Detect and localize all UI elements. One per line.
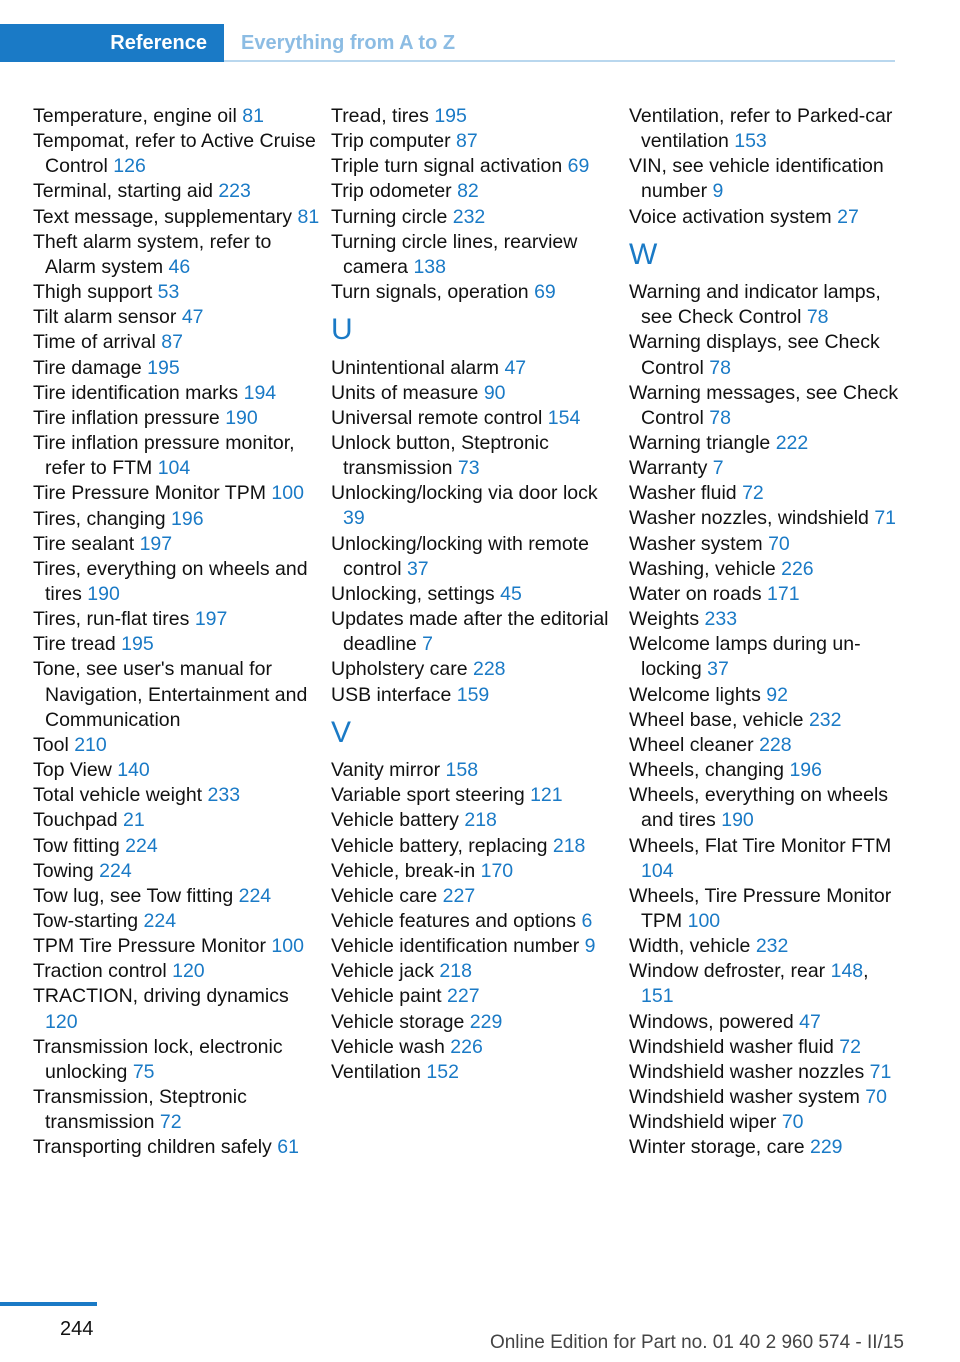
index-entry [33,205,323,230]
page-link[interactable]: 69 [567,155,590,178]
index-entry [331,154,621,179]
index-term: Unlocking, settings [331,582,501,605]
index-entry [331,834,621,859]
page-link[interactable]: 197 [139,532,173,555]
index-entry [33,330,323,355]
page-link[interactable]: 81 [242,105,264,127]
index-entry [629,456,899,481]
page-link[interactable]: 87 [161,331,183,354]
index-term: Tire damage [33,356,148,379]
index-entry [331,783,621,808]
index-entry [33,909,323,934]
page-link[interactable]: 223 [218,180,251,203]
index-entry [331,205,621,230]
page-link[interactable]: 72 [839,1035,861,1058]
index-entry [629,607,899,632]
page-link[interactable]: 126 [113,155,146,178]
index-entry [629,431,899,456]
index-entry [331,582,621,607]
page-link[interactable]: 229 [809,1136,843,1159]
page-link[interactable]: 222 [775,432,809,455]
page-link[interactable]: 195 [434,105,467,127]
index-term: Temperature, engine oil [33,105,243,127]
index-term: Tires, run-flat tires [33,608,195,631]
page-link[interactable]: 104 [157,457,191,480]
page-link[interactable]: 233 [704,608,738,631]
index-entry [33,984,323,1034]
index-entry [629,934,899,959]
index-entry [629,1085,899,1110]
index-entry [331,657,621,682]
index-term: Wheels, Tire Pressure Monitor TPM [629,884,892,932]
index-term: Warning and indicator lamps, see Check Control [629,281,881,329]
page-link[interactable]: 7 [422,633,434,656]
index-term: Ventilation [331,1060,427,1083]
index-term: Windows, powered [629,1010,800,1033]
section-letter: V [331,715,352,749]
index-entry [331,230,621,280]
page-link[interactable]: 226 [450,1035,483,1058]
index-term: Welcome lights [629,683,767,706]
index-entry [33,104,323,129]
index-term: TPM Tire Pressure Monitor [33,935,272,958]
index-term: Vehicle care [331,884,443,907]
index-entry [629,557,899,582]
page-link[interactable]: 148 [830,960,864,983]
page-link[interactable]: 232 [755,935,789,958]
page-link[interactable]: 152 [426,1060,459,1083]
index-term: Width, vehicle [629,935,756,958]
index-term: Unlocking/locking with remote control [331,532,589,580]
page-link[interactable]: 92 [766,683,788,706]
index-term: Tire tread [33,633,122,656]
index-entry [629,783,899,833]
index-entry [629,758,899,783]
index-term: Vehicle paint [331,985,448,1008]
page-link[interactable]: 21 [123,809,145,832]
index-term: Time of arrival [33,331,162,354]
page-link[interactable]: 218 [552,834,586,857]
index-entry [629,834,899,884]
page-link[interactable]: 71 [869,1060,892,1083]
index-term: Windshield washer fluid [629,1035,840,1058]
index-term: Welcome lamps during unlocking [629,633,861,681]
footer-rule [0,1302,97,1306]
index-entry [33,532,323,557]
page-link[interactable]: 229 [469,1010,503,1033]
index-term: Unintentional alarm [331,356,505,379]
index-entry [331,859,621,884]
page-link[interactable]: 69 [534,281,556,304]
index-entry [331,1010,621,1035]
page-link[interactable]: 78 [709,356,731,379]
page-link[interactable]: 228 [759,733,792,756]
index-entry [629,1135,899,1160]
index-entry [33,783,323,808]
page-link[interactable]: 224 [99,859,132,882]
index-entry [629,205,899,230]
page-link[interactable]: 224 [238,884,272,907]
index-term: Thigh support [33,281,158,304]
index-entry [629,1010,899,1035]
index-term: Updates made after the editorial deadline [331,608,609,656]
index-term: Washer fluid [629,482,743,505]
page-link[interactable]: 151 [641,985,674,1008]
index-entry [331,808,621,833]
index-entry [331,683,621,708]
index-term: Tires, everything on wheels and tires [33,557,308,605]
page-link[interactable]: 6 [581,909,593,932]
section-letter: U [331,313,353,347]
index-term: Theft alarm system, refer to Alarm system [33,230,272,278]
page-link[interactable]: 70 [768,532,790,555]
page-link[interactable]: 46 [168,255,191,278]
section-letter: W [629,237,658,271]
index-entry [331,280,621,305]
index-term: Total vehicle weight [33,784,208,807]
index-term: Warranty [629,457,713,480]
index-entry [629,632,899,682]
index-entry [33,884,323,909]
page-link[interactable]: 7 [712,457,724,480]
index-entry [33,1085,323,1135]
index-entry [629,481,899,506]
index-term: Tilt alarm sensor [33,306,182,329]
page-link[interactable]: 61 [277,1136,299,1159]
index-entry [629,1110,899,1135]
page-link[interactable]: 9 [712,180,724,203]
index-term: Tire identification marks [33,381,244,404]
index-term: Washer nozzles, windshield [629,507,875,530]
index-entry [33,632,323,657]
index-entry [331,1060,621,1085]
page-link[interactable]: 53 [157,281,180,304]
page-link[interactable]: 104 [641,859,674,882]
index-term: Warning triangle [629,432,776,455]
page-link[interactable]: 100 [271,935,304,958]
index-term: Vehicle battery, replacing [331,834,553,857]
index-term: Wheel cleaner [629,733,760,756]
index-entry [33,481,323,506]
page-link[interactable]: 227 [442,884,476,907]
page-link[interactable]: 233 [207,784,241,807]
index-term: Weights [629,608,705,631]
index-entry [33,657,323,732]
index-entry [331,934,621,959]
page-link[interactable]: 70 [781,1111,804,1134]
index-term: Tow fitting [33,834,126,857]
index-entry [33,1135,323,1160]
index-term: Text message, supplementary [33,205,298,228]
page-link[interactable]: 232 [452,205,486,228]
index-term: Terminal, starting aid [33,180,219,203]
index-term: Water on roads [629,582,768,605]
page-link[interactable]: 227 [447,985,480,1008]
page-link[interactable]: 140 [117,759,150,782]
index-term: Tone, see user's manual for Navigation, Entertainment and Communication [33,658,308,731]
index-term: Window defroster, rear [629,960,831,983]
index-entry [331,758,621,783]
index-term: Unlock button, Steptronic transmission [331,432,549,480]
footer-edition: Online Edition for Part no. 01 40 2 960 574 - II/15 [489,1332,904,1353]
index-entry [629,582,899,607]
index-term: Wheels, changing [629,759,790,782]
index-entry [33,834,323,859]
index-entry [629,884,899,934]
page-link[interactable]: 78 [709,406,731,429]
page-number: 244 [60,1318,94,1340]
page-link[interactable]: 138 [413,255,446,278]
index-entry [331,607,621,657]
index-entry [629,506,899,531]
index-term: Turning circle [331,205,453,228]
index-term: VIN, see vehicle identification number [629,155,884,203]
page-link[interactable]: 197 [194,608,228,631]
page-link[interactable]: 37 [406,557,429,580]
index-entry [629,1060,899,1085]
index-term: Tow-starting [33,910,144,932]
index-term: Turning circle lines, rearview camera [331,230,578,278]
index-term: Variable sport steering [331,784,531,807]
page-link[interactable]: 37 [707,658,729,681]
index-entry [331,1035,621,1060]
page-link[interactable]: 39 [343,507,365,530]
index-entry [629,381,899,431]
index-entry [331,406,621,431]
page-link[interactable]: 232 [808,708,842,731]
index-entry [331,481,621,531]
page-link[interactable]: 47 [504,356,527,379]
page-link[interactable]: 226 [781,557,814,580]
index-entry [629,104,899,154]
index-term: Tool [33,733,75,756]
index-entry [629,683,899,708]
index-entry [33,557,323,607]
index-term: Vehicle wash [331,1035,451,1058]
index-entry [33,406,323,431]
index-entry [33,129,323,179]
index-term: Windshield washer nozzles [629,1060,870,1083]
page-link[interactable]: 120 [172,960,205,983]
page-link[interactable]: 81 [297,205,320,228]
index-term: TRACTION, driving dynamics [33,985,289,1008]
index-term: Windshield wiper [629,1111,782,1134]
index-term: Voice activation system [629,205,838,228]
page-link[interactable]: 9 [584,935,596,958]
page-link[interactable]: 218 [439,960,472,983]
index-entry [33,230,323,280]
page-link[interactable]: 218 [464,809,497,832]
index-entry [629,532,899,557]
index-term: Warning messages, see Check Control [629,381,899,429]
index-term: Tires, changing [33,507,172,530]
index-entry [629,1035,899,1060]
index-entry [33,808,323,833]
page-link[interactable]: 171 [767,582,800,605]
index-entry [331,104,621,129]
index-entry [629,280,899,330]
page-link[interactable]: 72 [159,1111,182,1134]
index-entry [33,381,323,406]
index-entry: Window defroster, rear 148, 151 [629,960,869,1008]
page-link[interactable]: 190 [225,406,258,429]
index-entry [629,708,899,733]
index-entry [33,431,323,481]
index-term: Turn signals, operation [331,281,535,304]
page-link[interactable]: 100 [687,909,721,932]
index-term: Tempomat, refer to Active Cruise Control [33,130,316,178]
section-tab: Reference [0,24,224,62]
index-entry [629,330,899,380]
page-link[interactable]: 120 [45,1010,78,1033]
subsection-tab: Everything from A to Z [241,31,456,54]
index-entry [33,356,323,381]
index-term: Ventilation, refer to Parked-car ventilation [629,105,893,153]
index-term: Warning displays, see Check Control [629,331,880,379]
page-link[interactable]: 154 [547,406,581,429]
index-entry [331,984,621,1009]
index-term: Touchpad [33,809,123,832]
page-link[interactable]: 45 [500,582,522,605]
index-term: Tire inflation pressure monitor, refer to FTM [33,432,295,480]
index-term: Top View [33,759,118,782]
index-term: Trip computer [331,130,456,153]
index-term: Units of measure [331,381,484,404]
index-entry [33,859,323,884]
page-link[interactable]: 47 [799,1010,821,1033]
page-link[interactable]: 72 [742,482,764,505]
page-link[interactable]: 121 [530,784,563,807]
index-entry [33,179,323,204]
page-link[interactable]: 224 [125,834,158,857]
index-entry [33,1035,323,1085]
index-term: Vehicle jack [331,960,440,983]
index-term: Vehicle identification number [331,935,585,958]
index-term: Transmission lock, electronic unlocking [33,1035,283,1083]
index-term: Unlocking/locking via door lock [331,482,598,505]
index-column-1 [33,104,323,1161]
index-entry [629,154,899,204]
index-column-2 [331,104,621,1085]
index-term: Wheels, Flat Tire Monitor FTM [629,834,892,857]
index-term: Vehicle features and options [331,909,582,932]
index-column-3 [629,104,899,1161]
index-entry [33,280,323,305]
page-header [0,24,895,62]
index-entry [33,607,323,632]
index-term: Tow lug, see Tow fitting [33,884,239,907]
page-link[interactable]: 196 [171,507,204,530]
index-entry [331,431,621,481]
index-entry [331,884,621,909]
page-link[interactable]: 228 [472,658,506,681]
index-term: Vehicle storage [331,1010,470,1033]
index-term: USB interface [331,683,457,706]
index-term: Universal remote control [331,406,548,429]
index-entry [33,305,323,330]
index-entry [331,381,621,406]
page-link[interactable]: 210 [74,733,107,756]
page-link[interactable]: 78 [806,306,829,329]
page-link[interactable]: 195 [147,356,180,379]
page-link[interactable]: 194 [243,381,277,404]
index-term: Tire sealant [33,532,140,555]
index-term: Transmission, Steptronic transmission [33,1086,247,1134]
index-term: Triple turn signal activation [331,155,568,178]
index-term: Vehicle, break-in [331,859,481,882]
index-entry [331,179,621,204]
page-link[interactable]: 90 [483,381,506,404]
index-term: Trip odometer [331,180,458,203]
page-link[interactable]: 170 [480,859,514,882]
index-term: Transporting children safely [33,1136,278,1159]
index-term: Tire Pressure Monitor TPM [33,482,272,505]
index-term: Tread, tires [331,105,435,127]
index-entry [33,733,323,758]
page-link[interactable]: 71 [874,507,897,530]
page-link[interactable]: 70 [865,1086,887,1109]
index-entry [331,356,621,381]
index-term: Traction control [33,960,173,983]
index-term: Washing, vehicle [629,557,782,580]
page-link[interactable]: 47 [181,306,204,329]
page-link[interactable]: 159 [456,683,490,706]
index-term: Wheels, everything on wheels and tires [629,784,889,832]
index-entry [33,758,323,783]
index-entry [629,733,899,758]
page-link[interactable]: 224 [143,910,177,932]
page-link[interactable]: 196 [789,759,822,782]
page-link[interactable]: 100 [271,482,304,505]
page-link[interactable]: 75 [132,1060,155,1083]
page-link[interactable]: 153 [734,130,767,153]
index-term: Towing [33,859,100,882]
index-term: Washer system [629,532,769,555]
index-term: Vehicle battery [331,809,465,832]
index-entry [33,507,323,532]
index-term: Tire inflation pressure [33,406,226,429]
index-entry [331,532,621,582]
page-link[interactable]: 190 [721,809,754,832]
index-term: Wheel base, vehicle [629,708,809,731]
index-entry [33,934,323,959]
index-entry [331,129,621,154]
index-term: Winter storage, care [629,1136,810,1159]
index-term: Windshield washer system [629,1086,866,1109]
index-term: Upholstery care [331,658,473,681]
page-link[interactable]: 73 [457,457,480,480]
index-entry [33,959,323,984]
index-entry [331,959,621,984]
header-rule [224,60,895,62]
index-term: Vanity mirror [331,759,446,782]
page-link[interactable]: 82 [457,180,479,203]
page-link[interactable]: 27 [837,205,859,228]
page-link[interactable]: 195 [121,633,154,656]
page-link[interactable]: 190 [87,582,120,605]
page-link[interactable]: 158 [445,759,479,782]
index-entry [331,909,621,934]
page-link[interactable]: 87 [455,130,478,153]
